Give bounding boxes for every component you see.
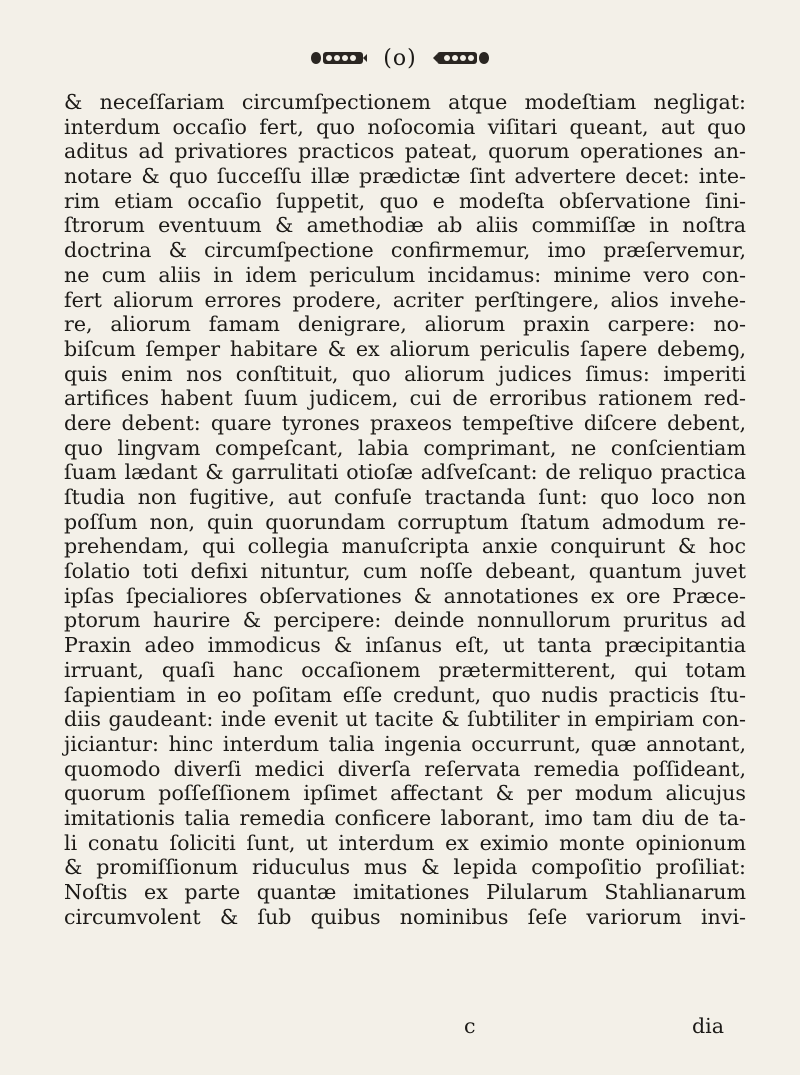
text-line: ipſas ſpecialiores obſervationes & annotationes ex ore Præce- — [64, 583, 746, 608]
text-line: artifices habent ſuum judicem, cui de erroribus rationem red- — [64, 386, 746, 411]
text-line: aditus ad privatiores practicos pateat, quorum operationes an- — [64, 139, 746, 164]
text-line: dere debent: quare tyrones praxeos tempeſtive diſcere debent, — [64, 410, 746, 435]
text-line: rim etiam occaſio ſuppetit, quo e modeſta obſervatione ſini- — [64, 188, 746, 213]
text-line: ne cum aliis in idem periculum incidamus: minime vero con- — [64, 262, 746, 287]
text-line: quomodo diverſi medici diverſa reſervata remedia poſſideant, — [64, 756, 746, 781]
text-line: jiciantur: hinc interdum talia ingenia occurrunt, quæ annotant, — [64, 731, 746, 756]
printer-ornament-left-icon — [305, 46, 367, 70]
text-line: ſtudia non fugitive, aut confuſe tractanda ſunt: quo loco non — [64, 485, 746, 509]
text-line: ſapientiam in eo poſitam eſſe credunt, quo nudis practicis ſtu- — [64, 682, 746, 707]
text-line: irruant, quaſi hanc occaſionem prætermitterent, qui totam — [64, 657, 746, 682]
text-line: quo lingvam compeſcant, labia comprimant, ne conſcientiam — [64, 435, 746, 460]
page-header — [0, 38, 800, 78]
text-line: ſuam lædant & garrulitati otioſæ adſveſcant: de reliquo practica — [64, 460, 746, 485]
printer-ornament-right-icon — [433, 46, 495, 70]
signature-mark: c — [464, 1014, 476, 1038]
text-line: prehendam, qui collegia manuſcripta anxie conquirunt & hoc — [64, 534, 746, 559]
text-body — [64, 90, 746, 929]
text-line: circumvolent & ſub quibus nominibus ſeſe variorum invi- — [64, 904, 746, 929]
text-line: imitationis talia remedia conficere laborant, imo tam diu de ta- — [64, 805, 746, 830]
text-line: ſtrorum eventuum & amethodiæ ab aliis commiſſæ in noſtra — [64, 213, 746, 238]
text-line: ſolatio toti defixi nituntur, cum noſſe debeant, quantum juvet — [64, 559, 746, 584]
text-line: notare & quo ſucceſſu illæ prædictæ ſint advertere decet: inte- — [64, 164, 746, 189]
text-line: li conatu ſoliciti ſunt, ut interdum ex eximio monte opinionum — [64, 830, 746, 855]
text-line: Noſtis ex parte quantæ imitationes Pilularum Stahlianarum — [64, 880, 746, 904]
text-line: quorum poſſeſſionem ipſimet affectant & per modum alicujus — [64, 781, 746, 806]
text-line: re, aliorum famam denigrare, aliorum praxin carpere: no- — [64, 312, 746, 337]
text-line: diis gaudeant: inde evenit ut tacite & ſubtiliter in empiriam con- — [64, 707, 746, 732]
text-line: ptorum haurire & percipere: deinde nonnullorum pruritus ad — [64, 608, 746, 633]
page-footer — [64, 1013, 746, 1039]
text-line: biſcum ſemper habitare & ex aliorum periculis ſapere debemꝯ, — [64, 336, 746, 361]
text-line: & promiſſionum riduculus mus & lepida compoſitio proſiliat: — [64, 855, 746, 880]
text-line: interdum occaſio fert, quo noſocomia viſitari queant, aut quo — [64, 114, 746, 139]
text-line: Praxin adeo immodicus & inſanus eſt, ut tanta præcipitantia — [64, 633, 746, 658]
text-line: poſſum non, quin quorundam corruptum ſtatum admodum re- — [64, 509, 746, 534]
text-line: fert aliorum errores prodere, acriter perſtingere, alios invehe- — [64, 287, 746, 312]
catchword: dia — [691, 1014, 724, 1038]
text-line: & neceſſariam circumſpectionem atque modeſtiam negligat: — [64, 90, 746, 114]
text-line: doctrina & circumſpectione confirmemur, imo præſervemur, — [64, 238, 746, 263]
text-line: quis enim nos conſtituit, quo aliorum judices ſimus: imperiti — [64, 361, 746, 386]
page-marker: (o) — [383, 45, 417, 71]
